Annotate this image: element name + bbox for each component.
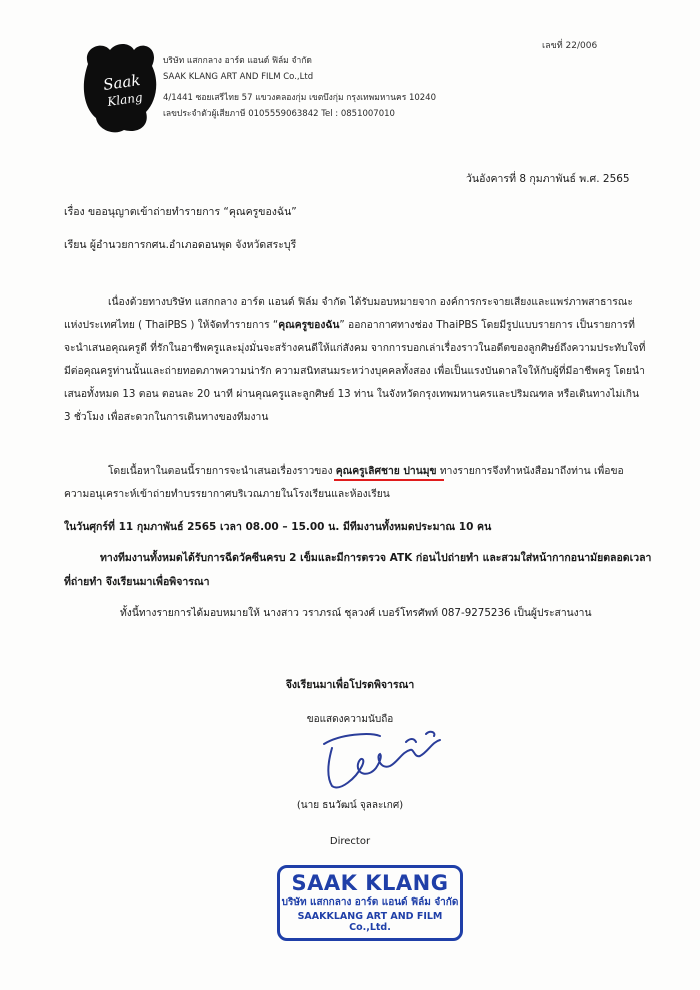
program-name: คุณครูของฉัน	[278, 319, 340, 331]
teacher-name-underline	[334, 479, 444, 481]
signer-title: Director	[329, 836, 371, 847]
stamp-english-name: SAAKKLANG ART AND FILM Co.,Ltd.	[297, 911, 443, 933]
company-logo	[80, 42, 158, 134]
svg-text:Saak: Saak	[102, 70, 142, 94]
company-header	[163, 54, 436, 122]
coordinator-note	[64, 604, 592, 621]
company-tax-phone: เลขประจำตัวผู้เสียภาษี 0105559063842 Tel : 0851007010	[163, 108, 395, 119]
company-name-english: SAAK KLANG ART AND FILM Co.,Ltd	[163, 71, 314, 82]
svg-text:Klang: Klang	[106, 90, 144, 109]
body-paragraph-1	[64, 291, 646, 429]
signer-name: (นาย ธนวัฒน์ จุลละเกศ)	[296, 800, 404, 811]
letter-date: วันอังคารที่ 8 กุมภาพันธ์ พ.ศ. 2565	[466, 173, 630, 185]
p2-text-a: โดยเนื้อหาในตอนนี้รายการจะนำเสนอเรื่องราวของ	[108, 465, 336, 477]
closing-line: จึงเรียนมาเพื่อโปรดพิจารณา	[285, 679, 415, 691]
handwritten-signature	[310, 726, 460, 794]
stamp-thai-name: บริษัท แสกกลาง อาร์ต แอนด์ ฟิล์ม จำกัด	[281, 897, 459, 908]
company-stamp	[277, 865, 463, 941]
body-paragraph-2	[64, 460, 646, 506]
p2-text-b: ทางรายการจึงทำหนังสือมาถึงท่าน เพื่อขอความอนุเคราะห์เข้าถ่ายทำบรรยากาศบริเวณภายในโรงเรียนและห้องเรียน	[64, 465, 624, 500]
company-address: 4/1441 ซอยเสรีไทย 57 แขวงคลองกุ่ม เขตบึงกุ่ม กรุงเทพมหานคร 10240	[163, 93, 437, 103]
letter-recipient: เรียน ผู้อำนวยการกศน.อำเภอดอนพุด จังหวัดสระบุรี	[64, 239, 297, 251]
p1-text-a: เนื่องด้วยทางบริษัท แสกกลาง อาร์ต แอนด์ ฟิล์ม จำกัด ได้รับมอบหมายจาก องค์การกระจายเสียงและแพร่ภาพสาธารณะแห่งประเทศไทย ( ThaiPBS ) ให้จัดทำรายการ “	[64, 296, 633, 331]
filming-schedule: ในวันศุกร์ที่ 11 กุมภาพันธ์ 2565 เวลา 08.00 – 15.00 น. มีทีมงานทั้งหมดประมาณ 10 คน	[64, 521, 492, 533]
p1-text-b: ” ออกอากาศทางช่อง ThaiPBS โดยมีรูปแบบรายการ เป็นรายการที่จะนำเสนอคุณครูดี ที่รักในอาชีพครูและมุ่งมั่นจะสร้างคนดีให้แก่สังคม จากการบอกเล่าเรื่องราวในอดีตของลูกศิษย์ถึงความประทับใจที่มีต่อคุณครูท่านนั้นและถ่ายทอดภาพความน่ารัก ความสนิทสนมระหว่างบุคคลทั้งสอง เพื่อเป็นแรงบันดาลใจให้กับผู้ที่มีอาชีพครู โดยนำเสนอทั้งหมด 13 ตอน ตอนละ 20 นาที ผ่านคุณครูและลูกศิษย์ 13 ท่าน ในจังหวัดกรุงเทพมหานครและปริมณฑล หรือเดินทางไม่เกิน 3 ชั่วโมง เพื่อสะดวกในการเดินทางของทีมงาน	[64, 319, 646, 423]
company-name-thai: บริษัท แสกกลาง อาร์ต แอนด์ ฟิล์ม จำกัด	[163, 56, 312, 66]
letter-subject: เรื่อง ขออนุญาตเข้าถ่ายทำรายการ “คุณครูของฉัน”	[64, 206, 297, 218]
stamp-title: SAAK KLANG	[291, 871, 449, 895]
document-number: เลขที่ 22/006	[542, 41, 598, 51]
teacher-name: คุณครูเลิศชาย ปานมุข	[335, 465, 437, 477]
coordinator-text: ทั้งนี้ทางรายการได้มอบหมายให้ นางสาว วราภรณ์ ชุลวงศ์ เบอร์โทรศัพท์ 087-9275236 เป็นผู้ประสานงาน	[120, 607, 592, 619]
covid-safety-text: ทางทีมงานทั้งหมดได้รับการฉีดวัคซีนครบ 2 เข็มและมีการตรวจ ATK ก่อนไปถ่ายทำ และสวมใส่หน้ากากอนามัยตลอดเวลาที่ถ่ายทำ จึงเรียนมาเพื่อพิจารณา	[64, 552, 652, 588]
covid-safety-note	[64, 546, 654, 594]
regards-line: ขอแสดงความนับถือ	[306, 714, 394, 725]
